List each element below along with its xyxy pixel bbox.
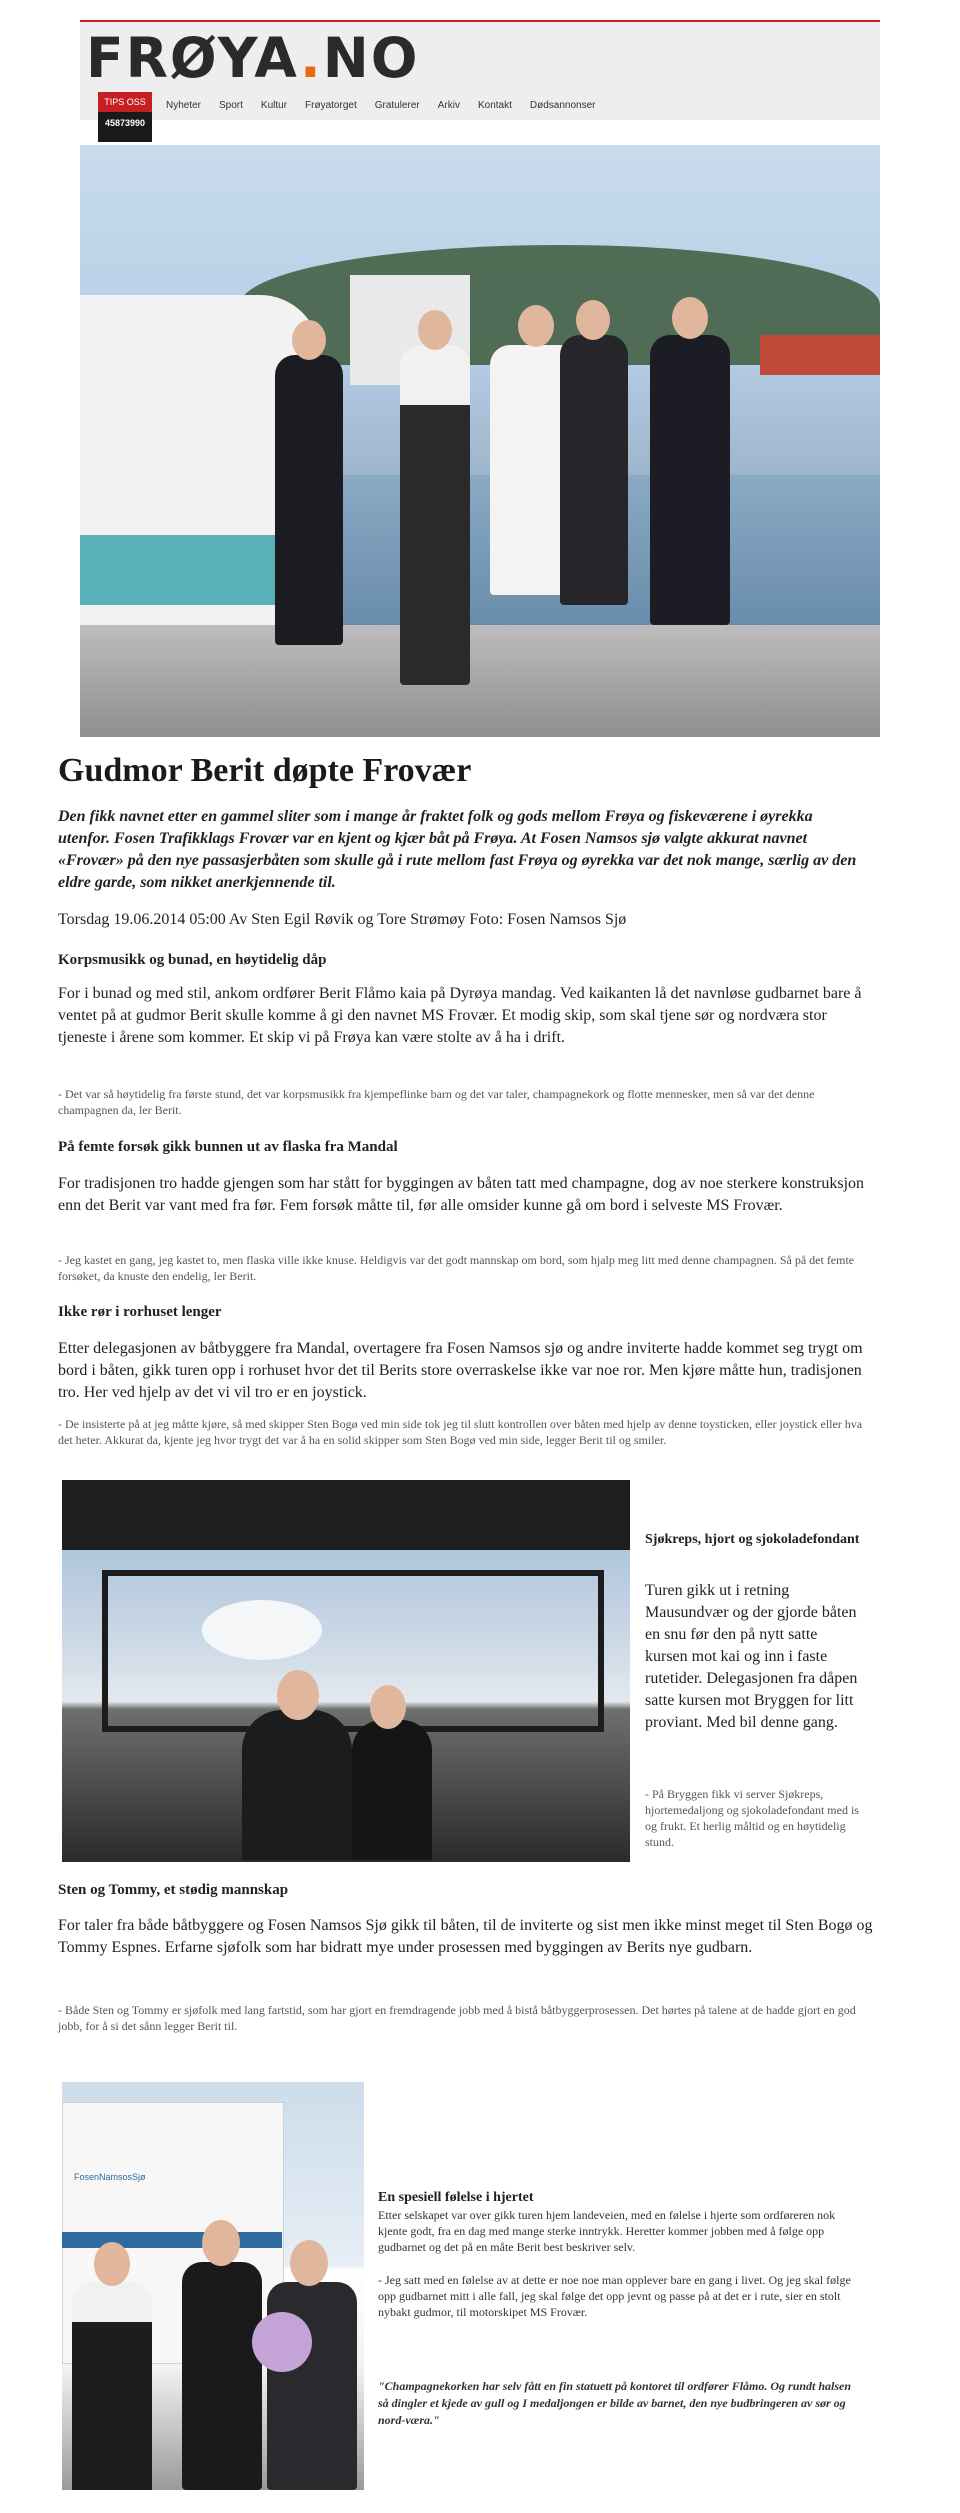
section-quote: - De insisterte på at jeg måtte kjøre, så med skipper Sten Bogø ved min side tok jeg til slutt kontrollen over båten med hjelp av denne toysticken, eller joystick eller hva det heter. Akkurat da, kjente jeg hvor trygt det var å ha en solid skipper som Sten Bogø ved min side, legger Berit til og smiler. [58, 1417, 863, 1447]
site-logo[interactable]: FRØYA.NO [86, 26, 420, 90]
closing-quote: "Champagnekorken har selv fått en fin statuett på kontoret til ordfører Flåmo. Og rundt halsen så dingler et kjede av gull og I medaljongen er bilde av barnet, den nye budbringeren av sør og nord-væra." [378, 2379, 852, 2427]
nav-kultur[interactable]: Kultur [260, 100, 288, 111]
section-body: Etter delegasjonen av båtbyggere fra Mandal, overtagere fra Fosen Namsos sjø og andre inviterte hadde kommet seg trygt om bord i båten, gikk turen opp i rorhuset hvor det til Berits store overraskelse ikke var noe ror. Men kjøre måtte hun, tradisjonen tro. Her ved hjelp av det vi vil tro er en joystick. [58, 1340, 863, 1401]
article-ingress: Den fikk navnet etter en gammel sliter som i mange år fraktet folk og gods mellom Frøya og fiskeværene i øyrekka utenfor. Fosen Trafikklags Frovær var en kjent og kjær båt på Frøya. At Fosen Namsos sjø valgte akkurat navnet «Frovær» på den nye passasjerbåten som skulle gå i rute mellom fast Frøya og øyrekka var det nok mange, særlig av den eldre garde, som nikket anerkjennende til. [58, 808, 857, 891]
section-heading: På femte forsøk gikk bunnen ut av flaska fra Mandal [58, 1139, 398, 1155]
aside-body: Turen gikk ut i retning Mausundvær og der gjorde båten en snu før den på nytt satte kursen mot kai og inn i faste rutetider. Delegasjonen fra dåpen satte kursen mot Bryggen for litt proviant. Med bil denne gang. [645, 1582, 858, 1731]
photo-head [370, 1685, 406, 1729]
photo-stage [80, 625, 880, 737]
wheelhouse-photo [62, 1480, 630, 1862]
nav-froyatorget[interactable]: Frøyatorget [305, 100, 357, 111]
nav-kontakt[interactable]: Kontakt [477, 100, 512, 111]
photo-person [560, 335, 628, 605]
photo-person [182, 2262, 262, 2490]
photo-red-roof [760, 335, 880, 375]
ceremony-photo [62, 2082, 364, 2490]
section-heading: Korpsmusikk og bunad, en høytidelig dåp [58, 952, 327, 968]
nav-gratulerer[interactable]: Gratulerer [374, 100, 420, 111]
photo-head [94, 2242, 130, 2286]
photo-ship-stripe [62, 2232, 282, 2248]
section-body: For i bunad og med stil, ankom ordfører Berit Flåmo kaia på Dyrøya mandag. Ved kaikanten lå det navnløse gudbarnet bare å ventet på at gudmor Berit skulle komme å gi den navnet MS Frovær. Et modig skip, som skal tjene sør og nordværa stor tjeneste i årene som kommer. Et skip vi på Frøya kan være stolte av å ha i drift. [58, 985, 862, 1046]
nav-dodsannonser[interactable]: Dødsannonser [529, 100, 596, 111]
tips-label[interactable]: TIPS OSS [98, 92, 152, 112]
section-quote: - Det var så høytidelig fra første stund, det var korpsmusikk fra kjempeflinke barn og det var taler, champagnekork og flotte mennesker, men så var det denne champagnen da, ler Berit. [58, 1087, 815, 1117]
photo-head [290, 2240, 328, 2286]
photo-person [352, 1720, 432, 1860]
nav-nyheter[interactable]: Nyheter [166, 100, 202, 111]
photo-person [242, 1710, 352, 1860]
photo-head [277, 1670, 319, 1720]
photo-head [292, 320, 326, 360]
section-body: For taler fra både båtbyggere og Fosen Namsos Sjø gikk til båten, til de inviterte og sist men ikke minst meget til Sten Bogø og Tommy Espnes. Erfarne sjøfolk som har bidratt mye under prosessen med byggingen av Berits nye gudbarn. [58, 1917, 873, 1956]
photo-head [418, 310, 452, 350]
section-body: For tradisjonen tro hadde gjengen som har stått for byggingen av båten tatt med champagne, dog av noe sterkere konstruksjon enn det Berit var vant med fra før. Fem forsøk måtte til, før alle omsider kunne gå om bord i selveste MS Frovær. [58, 1175, 865, 1214]
tips-box[interactable] [98, 92, 152, 142]
photo-roof [62, 1480, 630, 1550]
nav-arkiv[interactable]: Arkiv [437, 100, 460, 111]
article-headline: Gudmor Berit døpte Frovær [58, 752, 472, 789]
photo-person [400, 345, 470, 685]
section-quote: - Jeg kastet en gang, jeg kastet to, men flaska ville ikke knuse. Heldigvis var det godt mannskap om bord, som hjalp meg litt med denne champagnen. Så på det femte forsøket, da knuste den endelig, ler Berit. [58, 1253, 855, 1283]
photo-person [650, 335, 730, 625]
ship-sign: FosenNamsosSjø [74, 2172, 146, 2182]
photo-boat-hull [80, 535, 300, 605]
section-heading: Ikke rør i rorhuset lenger [58, 1304, 222, 1320]
aside-quote: - På Bryggen fikk vi server Sjøkreps, hjortemedaljong og sjokoladefondant med is og frukt. Et herlig måltid og en høytidelig stund. [645, 1787, 859, 1849]
aside-heading: Sjøkreps, hjort og sjokoladefondant [645, 1532, 860, 1547]
hero-photo [80, 145, 880, 737]
section-body: Etter selskapet var over gikk turen hjem landeveien, med en følelse i hjerte som ordføreren nok kjente godt, fra en dag med mange sterke inntrykk. Heretter kommer jobben med å følge opp gudbarnet og det på en måte Berit best beskriver selv. [378, 2208, 836, 2254]
photo-window [102, 1570, 604, 1732]
photo-flowers [252, 2312, 312, 2372]
section-heading: Sten og Tommy, et stødig mannskap [58, 1882, 289, 1898]
photo-person [275, 355, 343, 645]
site-header [80, 20, 880, 128]
photo-head [576, 300, 610, 340]
article-byline: Torsdag 19.06.2014 05:00 Av Sten Egil Røvik og Tore Strømøy Foto: Fosen Namsos Sjø [58, 911, 627, 928]
photo-head [202, 2220, 240, 2266]
section-quote: - Jeg satt med en følelse av at dette er noe noe man opplever bare en gang i livet. Og jeg skal følge opp gudbarnet mitt i alle fall, jeg skal følge det opp jevnt og passe på at det er i rute, sier en stolt nybakt gudmor, til motorskipet MS Frovær. [378, 2273, 851, 2319]
photo-head [518, 305, 554, 347]
main-nav [166, 100, 596, 111]
photo-head [672, 297, 708, 339]
tips-phone: 45873990 [104, 118, 146, 128]
section-heading: En spesiell følelse i hjertet [378, 2190, 534, 2205]
photo-person [72, 2282, 152, 2490]
nav-sport[interactable]: Sport [219, 100, 243, 111]
section-quote: - Både Sten og Tommy er sjøfolk med lang fartstid, som har gjort en fremdragende jobb med å bistå båtbyggerprosessen. Det hørtes på talene at de hadde gjort en god jobb, for å si det sånn legger Berit til. [58, 2003, 856, 2033]
